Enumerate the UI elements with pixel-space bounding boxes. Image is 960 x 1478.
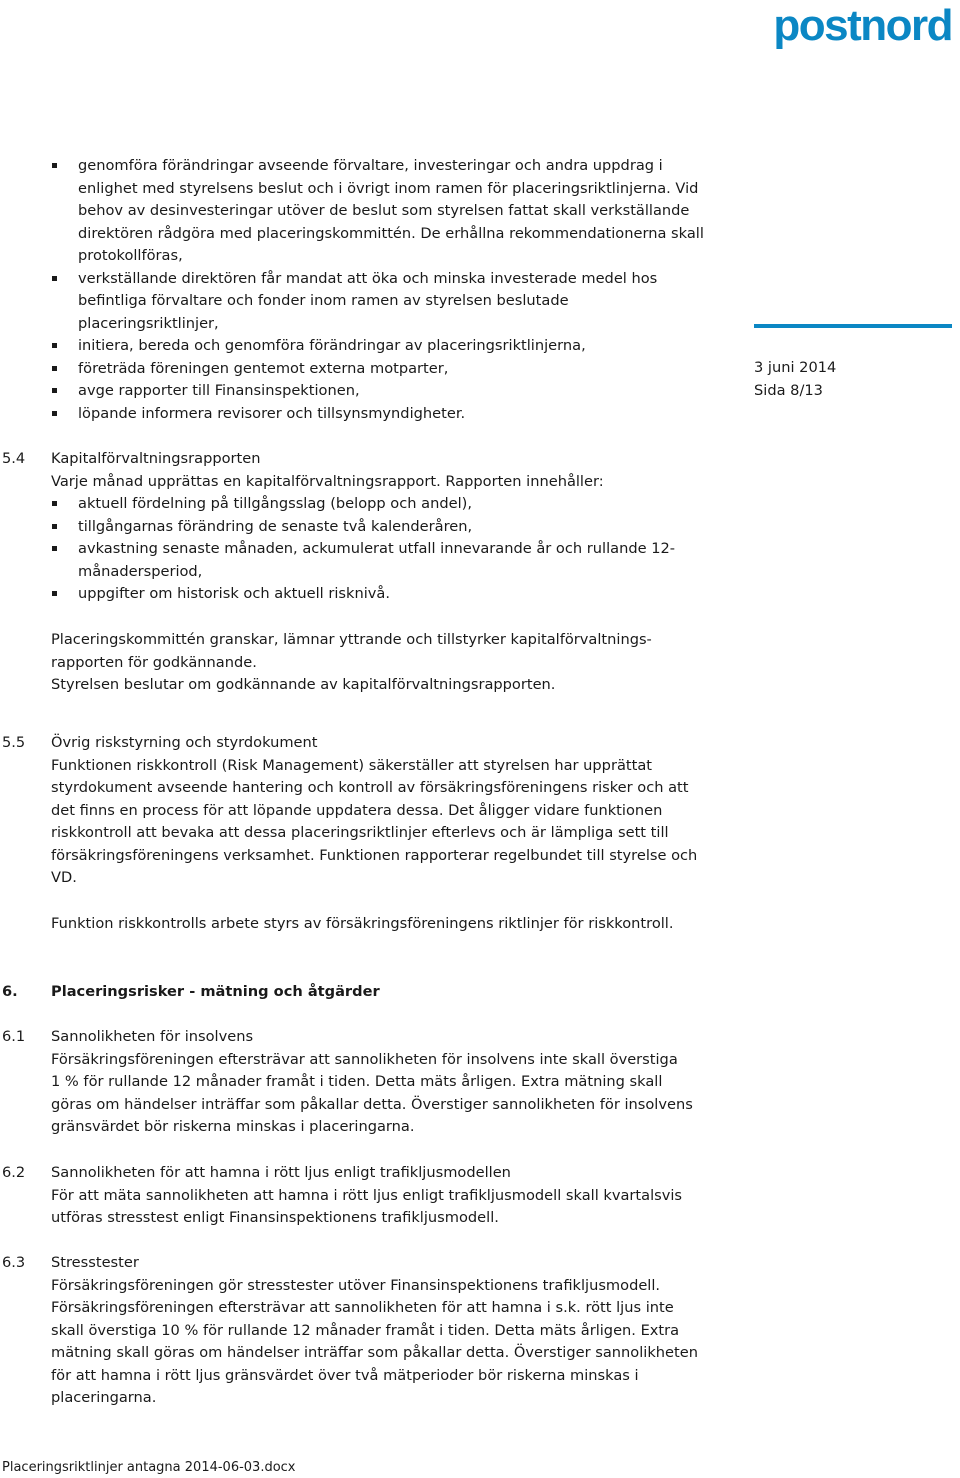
paragraph-line: Försäkringsföreningen gör stresstester utöver Finansinspektionens trafikljusmodell. (51, 1276, 661, 1294)
paragraph-line: det finns en process för att löpande uppdatera dessa. Det åligger vidare funktionen (51, 801, 663, 819)
list-item-line: enlighet med styrelsens beslut och i övrigt inom ramen för placeringsriktlinjerna. Vid (78, 179, 699, 197)
section-number: 6. (2, 983, 18, 1000)
paragraph-line: göras om händelser inträffar som påkallar detta. Överstiger sannolikheten för insolvens (51, 1095, 693, 1113)
header-rule (754, 324, 952, 328)
paragraph-line: 1 % för rullande 12 månader framåt i tiden. Detta mäts årligen. Extra mätning skall (51, 1073, 663, 1090)
footer-filename: Placeringsriktlinjer antagna 2014-06-03.docx (2, 1460, 296, 1475)
bullet-marker (52, 366, 57, 371)
list-item-line: tillgångarnas förändring de senaste två kalenderåren, (78, 517, 473, 535)
paragraph-line: placeringarna. (51, 1389, 157, 1406)
paragraph-line: utföras stresstest enligt Finansinspektionens trafikljusmodell. (51, 1209, 499, 1226)
paragraph-line: skall överstiga 10 % för rullande 12 månader framåt i tiden. Detta mäts årligen. Extra (51, 1321, 680, 1339)
list-item-line: verkställande direktören får mandat att öka och minska investerade medel hos (78, 269, 658, 287)
list-item-line: protokollföras, (78, 247, 183, 264)
bullet-marker (52, 591, 57, 596)
list-item-line: företräda föreningen gentemot externa motparter, (78, 359, 449, 377)
bullet-marker (52, 546, 57, 551)
section-title: Sannolikheten för insolvens (51, 1028, 254, 1045)
document-date: 3 juni 2014 (754, 359, 837, 376)
paragraph-line: Försäkringsföreningen eftersträvar att sannolikheten för att hamna i s.k. rött ljus inte (51, 1299, 674, 1316)
paragraph-line: rapporten för godkännande. (51, 653, 257, 671)
list-item-line: direktören rådgöra med placeringskommittén. De erhållna rekommendationerna skall (78, 224, 704, 242)
section-title: Stresstester (51, 1254, 139, 1271)
paragraph-line: gränsvärdet bör riskerna minskas i placeringarna. (51, 1118, 415, 1135)
list-item-line: befintliga förvaltare och fonder inom ramen av styrelsen beslutade (78, 292, 569, 309)
section-number: 6.1 (2, 1028, 26, 1045)
bullet-marker (52, 524, 57, 529)
list-item-line: initiera, bereda och genomföra förändringar av placeringsriktlinjerna, (78, 337, 586, 354)
paragraph-line: för att hamna i rött ljus gränsvärdet över två mätperioder bör riskerna minskas i (51, 1366, 639, 1384)
list-item-line: avkastning senaste månaden, ackumulerat utfall innevarande år och rullande 12- (78, 540, 676, 557)
paragraph-line: Varje månad upprättas en kapitalförvaltningsrapport. Rapporten innehåller: (51, 472, 604, 490)
paragraph-line: styrdokument avseende hantering och kontroll av försäkringsföreningens risker och att (51, 779, 689, 796)
section-number: 5.5 (2, 734, 26, 751)
bullet-marker (52, 343, 57, 348)
list-item-line: månadersperiod, (78, 562, 203, 580)
section-number: 6.3 (2, 1254, 26, 1271)
section-title: Sannolikheten för att hamna i rött ljus enligt trafikljusmodellen (51, 1164, 511, 1181)
section-number: 5.4 (2, 450, 26, 467)
paragraph-line: VD. (51, 869, 77, 886)
bullet-marker (52, 388, 57, 393)
list-item-line: aktuell fördelning på tillgångsslag (belopp och andel), (78, 495, 472, 512)
bullet-marker (52, 276, 57, 281)
list-item-line: uppgifter om historisk och aktuell risknivå. (78, 585, 390, 602)
paragraph-line: mätning skall göras om händelser inträffar som påkallar detta. Överstiger sannolikheten (51, 1344, 698, 1361)
bullet-marker (52, 411, 57, 416)
bullet-marker (52, 163, 57, 168)
list-item-line: placeringsriktlinjer, (78, 314, 219, 332)
list-item-line: behov av desinvesteringar utöver de beslut som styrelsen fattat skall verkställande (78, 202, 690, 219)
paragraph-line: Styrelsen beslutar om godkännande av kapitalförvaltningsrapporten. (51, 676, 556, 693)
postnord-logo: postnord (773, 1, 952, 50)
section-title: Placeringsrisker - mätning och åtgärder (51, 983, 380, 1000)
list-item-line: avge rapporter till Finansinspektionen, (78, 382, 360, 399)
page-number: Sida 8/13 (754, 382, 823, 399)
paragraph-line: Funktionen riskkontroll (Risk Management) säkerställer att styrelsen har upprättat (51, 756, 652, 774)
paragraph-line: Funktion riskkontrolls arbete styrs av försäkringsföreningens riktlinjer för riskkontroll. (51, 915, 674, 932)
section-number: 6.2 (2, 1164, 26, 1181)
list-item-line: löpande informera revisorer och tillsynsmyndigheter. (78, 404, 466, 422)
paragraph-line: Placeringskommittén granskar, lämnar yttrande och tillstyrker kapitalförvaltnings- (51, 631, 652, 648)
section-title: Övrig riskstyrning och styrdokument (51, 734, 318, 751)
section-title: Kapitalförvaltningsrapporten (51, 450, 261, 467)
list-item-line: genomföra förändringar avseende förvaltare, investeringar och andra uppdrag i (78, 157, 663, 174)
paragraph-line: Försäkringsföreningen eftersträvar att sannolikheten för insolvens inte skall överstiga (51, 1050, 678, 1068)
bullet-marker (52, 501, 57, 506)
paragraph-line: riskkontroll att bevaka att dessa placeringsriktlinjer efterlevs och är lämpliga sett till (51, 824, 669, 841)
paragraph-line: försäkringsföreningens verksamhet. Funktionen rapporterar regelbundet till styrelse och (51, 846, 698, 864)
paragraph-line: För att mäta sannolikheten att hamna i rött ljus enligt trafikljusmodell skall kvartalsvis (51, 1186, 683, 1204)
